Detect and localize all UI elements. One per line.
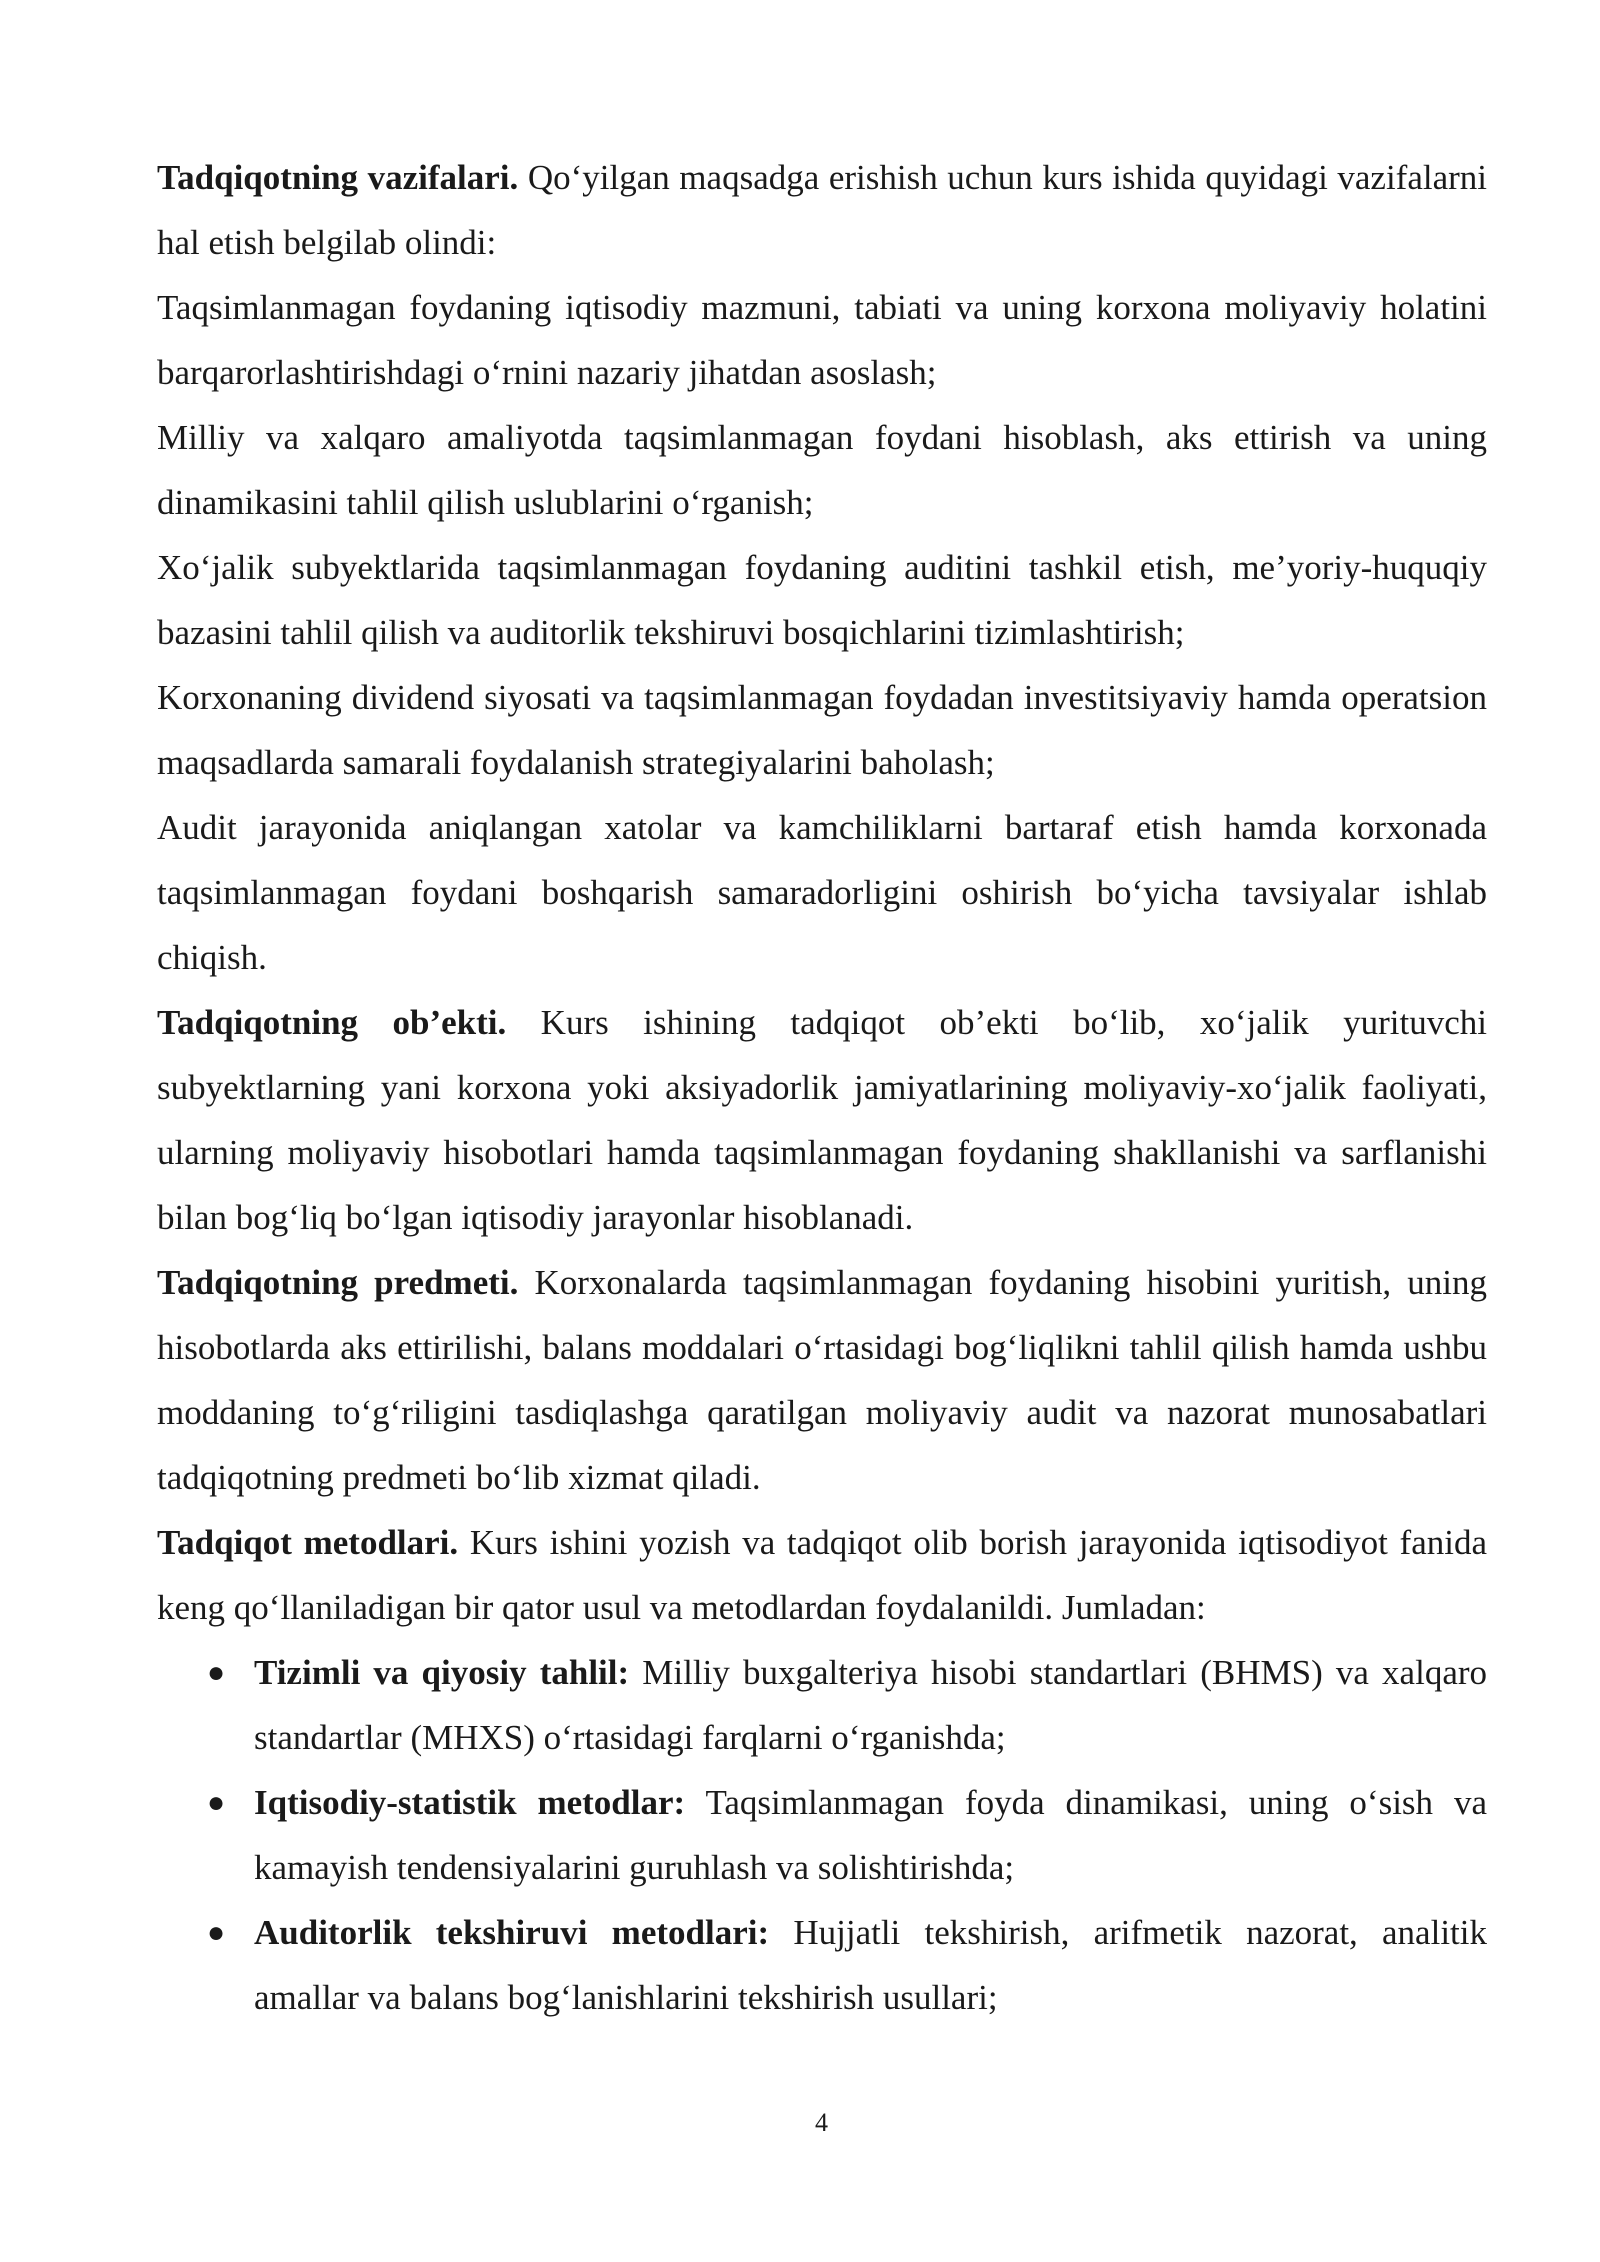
bullet-icon: ● [207, 1916, 226, 1949]
method-term: Auditorlik tekshiruvi metodlari: [254, 1913, 770, 1952]
methods-heading: Tadqiqot metodlari. [157, 1523, 459, 1562]
methods-list-item [157, 1770, 1487, 1900]
methods-paragraph [157, 1510, 1487, 1640]
bullet-icon: ● [207, 1786, 226, 1819]
bullet-icon: ● [207, 1656, 226, 1689]
subject-text: Korxonalarda taqsimlanmagan foydaning hisobini yuritish, uning hisobotlarda aks ettirilishi, balans moddalari o‘rtasidagi bog‘liqlikni tahlil qilish hamda ushbu moddaning to‘g‘riligini tasdiqlashga qaratilgan moliyaviy audit va nazorat munosabatlari tadqiqotning predmeti bo‘lib xizmat qiladi. [157, 1263, 1487, 1497]
document-page [157, 145, 1487, 2030]
method-term: Iqtisodiy-statistik metodlar: [254, 1783, 686, 1822]
task-item: Milliy va xalqaro amaliyotda taqsimlanmagan foydani hisoblash, aks ettirish va uning dinamikasini tahlil qilish uslublarini o‘rganish; [157, 418, 1487, 522]
methods-list-item [157, 1640, 1487, 1770]
tasks-intro: Qo‘yilgan maqsadga erishish uchun kurs ishida quyidagi vazifalarni hal etish belgilab olindi: [157, 158, 1488, 262]
tasks-paragraph [157, 145, 1487, 275]
task-item: Taqsimlanmagan foydaning iqtisodiy mazmuni, tabiati va uning korxona moliyaviy holatini barqarorlashtirishdagi o‘rnini nazariy jihatdan asoslash; [157, 288, 1487, 392]
methods-list-item [157, 1900, 1487, 2030]
methods-text: Kurs ishini yozish va tadqiqot olib borish jarayonida iqtisodiyot fanida keng qo‘llaniladigan bir qator usul va metodlardan foydalanildi. Jumladan: [157, 1523, 1487, 1627]
subject-paragraph [157, 1250, 1487, 1510]
task-item: Audit jarayonida aniqlangan xatolar va kamchiliklarni bartaraf etish hamda korxonada taqsimlanmagan foydani boshqarish samaradorligini oshirish bo‘yicha tavsiyalar ishlab chiqish. [157, 808, 1487, 977]
tasks-heading: Tadqiqotning vazifalari. [157, 158, 519, 197]
object-paragraph [157, 990, 1487, 1250]
subject-heading: Tadqiqotning predmeti. [157, 1263, 519, 1302]
method-desc: Taqsimlanmagan foyda dinamikasi, uning o‘sish va kamayish tendensiyalarini guruhlash va solishtirishda; [254, 1783, 1487, 1887]
task-item: Korxonaning dividend siyosati va taqsimlanmagan foydadan investitsiyaviy hamda operatsion maqsadlarda samarali foydalanish strategiyalarini baholash; [157, 678, 1487, 782]
object-text: Kurs ishining tadqiqot ob’ekti bo‘lib, xo‘jalik yurituvchi subyektlarning yani korxona yoki aksiyadorlik jamiyatlarining moliyaviy-xo‘jalik faoliyati, ularning moliyaviy hisobotlari hamda taqsimlanmagan foydaning shakllanishi va sarflanishi bilan bog‘liq bo‘lgan iqtisodiy jarayonlar hisoblanadi. [157, 1003, 1487, 1237]
method-desc: Hujjatli tekshirish, arifmetik nazorat, analitik amallar va balans bog‘lanishlarini tekshirish usullari; [254, 1913, 1487, 2017]
methods-list [157, 1640, 1487, 2030]
method-term: Tizimli va qiyosiy tahlil: [254, 1653, 630, 1692]
task-item: Xo‘jalik subyektlarida taqsimlanmagan foydaning auditini tashkil etish, me’yoriy-huquqiy bazasini tahlil qilish va auditorlik tekshiruvi bosqichlarini tizimlashtirish; [157, 548, 1487, 652]
page-number: 4 [815, 2108, 828, 2137]
method-desc: Milliy buxgalteriya hisobi standartlari (BHMS) va xalqaro standartlar (MHXS) o‘rtasidagi farqlarni o‘rganishda; [254, 1653, 1488, 1757]
object-heading: Tadqiqotning ob’ekti. [157, 1003, 507, 1042]
